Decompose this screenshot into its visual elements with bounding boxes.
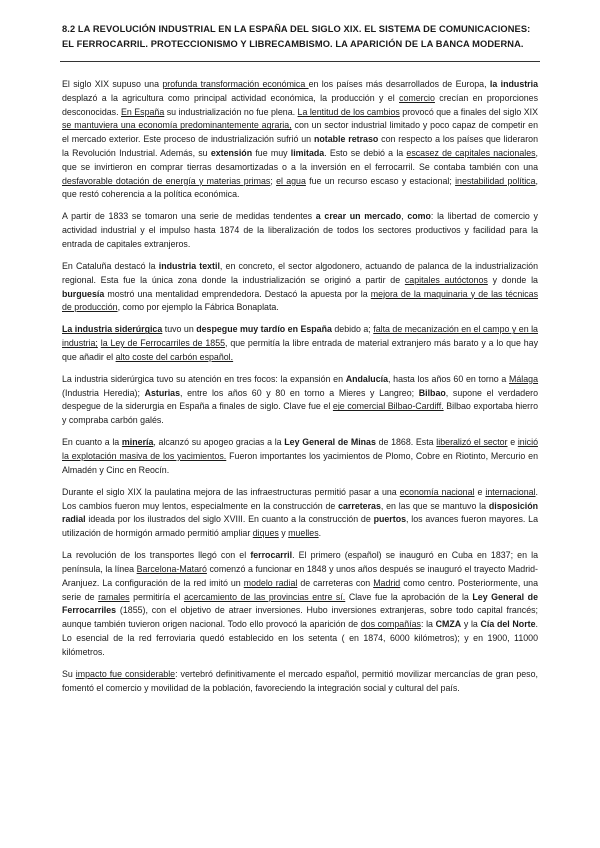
text-run: Fueron importantes los yacimientos de Plomo, Cobre en Riotinto, Mercurio en Almadén y Cinc en Reocín. — [62, 451, 538, 475]
bold-text: Ley General de Ferrocarriles — [62, 591, 538, 616]
text-run: ideada por los ilustrados del siglo XVIII. En cuanto a la construcción de — [85, 514, 374, 525]
text-run: (1855), con el objetivo de atraer inversiones. Hubo inversiones extranjeras, sobre todo capital francés; aunque también tuvieron origen nacional. Todo ello provocó la aparición de — [62, 605, 538, 630]
bold-text: disposición radial — [62, 500, 538, 525]
text-run: ; — [270, 175, 277, 186]
text-run: , que se invirtieron en comprar tierras desamortizadas o a la inversión en el ferrocarril. Se contaba también con una — [62, 147, 539, 172]
text-run: , en las que se mantuvo la — [380, 500, 489, 511]
text-run: y — [278, 528, 289, 539]
underlined-text: el agua — [276, 175, 306, 186]
underlined-text: alto coste del carbón español. — [115, 351, 234, 362]
text-run: tuvo un — [162, 324, 197, 335]
text-run: A partir de 1833 se tomaron una serie de medidas tendentes — [62, 211, 316, 222]
text-run: como centro. Posteriormente, una serie de — [62, 577, 539, 602]
underlined-text: modelo radial — [243, 577, 298, 588]
text-run: . Lo esencial de la red ferroviaria quedó establecido en los setenta ( en 1874, 6000 kilómetros); y en 1900, 11000 kilómetros. — [62, 619, 538, 657]
paragraph-3 — [62, 260, 538, 315]
underlined-text: eje comercial Bilbao-Cardiff. — [332, 401, 444, 412]
paragraph-6 — [62, 436, 538, 477]
text-run: debido a; — [331, 324, 374, 335]
text-run: . Los cambios fueron muy lentos, especialmente en la construcción de — [62, 486, 538, 511]
text-run: y la — [461, 619, 481, 630]
bold-text: como — [407, 211, 431, 222]
bold-text: Asturias — [144, 387, 180, 398]
text-run: y donde la — [487, 274, 538, 285]
underlined-text: En España — [121, 106, 165, 117]
underlined-text: acercamiento de las provincias entre sí. — [183, 591, 346, 602]
text-run: comenzó a funcionar en 1848 y unos años después se inauguró el trayecto Madrid-Aranjuez. La configuración de la red imitó un — [62, 564, 538, 588]
bold-text: a crear un mercado — [315, 211, 402, 222]
text-run: provocó que a finales del siglo XIX — [399, 106, 538, 117]
text-run: , en concreto, el sector algodonero, actuando de palanca de la industrialización regional. Esta fue la única zona donde la industrialización se originó a partir de — [62, 260, 538, 285]
paragraph-7 — [62, 486, 538, 541]
text-run: . Esto se debió a la — [324, 147, 407, 158]
bold-text: industria textil — [158, 260, 220, 271]
text-run: , — [401, 211, 408, 222]
text-run: En Cataluña destacó la — [62, 260, 159, 271]
text-run: : la — [420, 619, 436, 630]
text-run: mostró una mentalidad emprendedora. Destacó la apuesta por la — [104, 288, 371, 299]
text-run: , los avances fueron mayores. La utilización de hormigón armado permitió ampliar — [62, 514, 538, 539]
bold-text: Andalucía — [345, 373, 388, 384]
text-run: fue muy — [252, 147, 291, 158]
bold-text: ferrocarril — [250, 550, 293, 561]
text-run: , entre los años 60 y 80 en torno a Mieres y Langreo; — [179, 387, 419, 398]
text-run: permitiría el — [129, 591, 184, 602]
underlined-text: impacto fue considerable — [75, 668, 176, 679]
title-divider — [60, 61, 540, 62]
bold-text: limitada — [290, 147, 325, 158]
text-run: Bilbao exportaba hierro y compraba carbón galés. — [62, 401, 538, 426]
document-title: 8.2 LA REVOLUCIÓN INDUSTRIAL EN LA ESPAÑA DEL SIGLO XIX. EL SISTEMA DE COMUNICACIONES: EL FERROCARRIL. PROTECCIONISMO Y LIBRECAMBISMO. LA APARICIÓN DE LA BANCA MODERNA. — [62, 24, 531, 49]
underlined-text: internacional — [485, 486, 536, 497]
underlined-text: dos compañías — [360, 619, 421, 630]
text-run: en los países más desarrollados de Europa, — [308, 79, 490, 89]
text-run: Su — [62, 668, 76, 679]
text-run: de 1868. Esta — [375, 437, 437, 448]
text-run: , que restó coherencia a la política económica. — [62, 175, 538, 200]
paragraph-2 — [62, 210, 538, 251]
underlined-text: minería — [121, 437, 154, 448]
paragraph-5 — [62, 373, 538, 428]
text-run: La revolución de los transportes llegó con el — [62, 550, 251, 561]
bold-text: despegue muy tardío en España — [196, 324, 332, 335]
text-run: En cuanto a la — [62, 437, 122, 448]
underlined-text: liberalizó el sector — [436, 437, 508, 448]
underlined-text: inestabilidad política — [455, 175, 536, 186]
paragraph-4 — [62, 323, 538, 364]
bold-text: Bilbao — [418, 387, 446, 398]
underlined-text: diques — [252, 528, 279, 539]
text-run: : la libertad de comercio y actividad industrial y el impulso hasta 1874 de la liberalización de todos los sectores productivos y facilidad para la entrada de capitales extranjeros. — [62, 211, 538, 249]
underlined-text: profunda transformación económica — [162, 79, 309, 89]
underlined-text: desfavorable dotación de energía y materias primas — [62, 175, 271, 186]
underlined-text: La lentitud de los cambios — [297, 106, 400, 117]
bold-text: notable retraso — [313, 134, 379, 145]
underlined-text: se mantuviera una economía predominantemente agraria, — [62, 120, 292, 131]
text-run: con un sector industrial limitado y poco capaz de competir en el mercado exterior. Este proceso de industrialización sufrió un — [62, 120, 538, 145]
text-run: , supone el verdadero despegue de la siderurgia en España a finales de siglo. Clave fue el — [62, 387, 538, 412]
text-run: : vertebró definitivamente el mercado español, permitió movilizar mercancías de gran peso, fomentó el comercio y movilidad de la población, favoreciendo la integración social y cultural del país. — [62, 668, 538, 693]
bold-text: Ley General de Minas — [284, 437, 376, 448]
text-run: Durante el siglo XIX la paulatina mejora de las infraestructuras permitió pasar a una — [62, 486, 400, 497]
underlined-text: muelles — [288, 528, 319, 539]
text-run: El siglo XIX supuso una — [62, 79, 163, 89]
bold-text: carreteras — [338, 500, 381, 511]
text-run: de carreteras con — [297, 577, 374, 588]
text-run: , que permitía la libre entrada de material extranjero más barato y a lo que hay que añadir el — [62, 338, 538, 362]
underlined-text: la Ley de Ferrocarriles de 1855 — [100, 338, 226, 349]
text-run: (Industria Heredia); — [62, 387, 145, 398]
text-run: , alcanzó su apogeo gracias a la — [153, 437, 285, 448]
underlined-text: economía nacional — [399, 486, 475, 497]
underlined-text: mejora de la maquinaria y de las técnicas de producción — [62, 288, 539, 313]
underlined-text: Málaga — [509, 373, 539, 384]
text-run: con respecto a los países que lideraron la Revolución Industrial. Además, su — [62, 134, 539, 158]
text-run: e — [474, 486, 486, 497]
underlined-text: Madrid — [373, 577, 401, 588]
bold-text: puertos — [373, 514, 407, 525]
bold-text: Cía del Norte — [480, 619, 536, 630]
text-run: . El primero (español) se inauguró en Cuba en 1837; en la península, la línea — [62, 550, 539, 575]
bold-text: extensión — [210, 147, 253, 158]
text-run: crecían en proporciones desconocidas. — [62, 92, 539, 117]
text-run: fue un recurso escaso y estacional; — [305, 175, 456, 186]
text-run: su industrialización no fue plena. — [164, 106, 298, 117]
text-run: , como por ejemplo la Fábrica Bonaplata. — [117, 302, 279, 313]
text-run: desplazó a la agricultura como principal actividad económica, la producción y el — [62, 92, 400, 103]
underlined-text: Barcelona-Mataró — [136, 564, 207, 575]
text-run: , hasta los años 60 en torno a — [388, 373, 509, 384]
paragraph-1 — [62, 78, 538, 202]
text-run: Clave fue la aprobación de la — [345, 591, 473, 602]
document-body — [62, 78, 538, 704]
bold-text: CMZA — [435, 619, 462, 630]
underlined-text: capitales autóctonos — [404, 274, 488, 285]
underlined-text: inició la explotación masiva de los yacimientos. — [62, 437, 538, 462]
bold-text: burguesía — [62, 288, 105, 299]
paragraph-9 — [62, 668, 538, 696]
paragraph-8 — [62, 549, 538, 659]
underlined-text: comercio — [399, 92, 435, 103]
text-run: La industria siderúrgica tuvo su atención en tres focos: la expansión en — [62, 373, 346, 384]
underlined-text: La industria siderúrgica — [62, 324, 163, 335]
text-run: e — [507, 437, 518, 448]
underlined-text: falta de mecanización en el campo y en la industria; — [62, 324, 538, 349]
bold-text: la industria — [489, 79, 538, 89]
text-run: . — [318, 528, 322, 539]
underlined-text: escasez de capitales nacionales — [406, 147, 536, 158]
underlined-text: ramales — [98, 591, 130, 602]
